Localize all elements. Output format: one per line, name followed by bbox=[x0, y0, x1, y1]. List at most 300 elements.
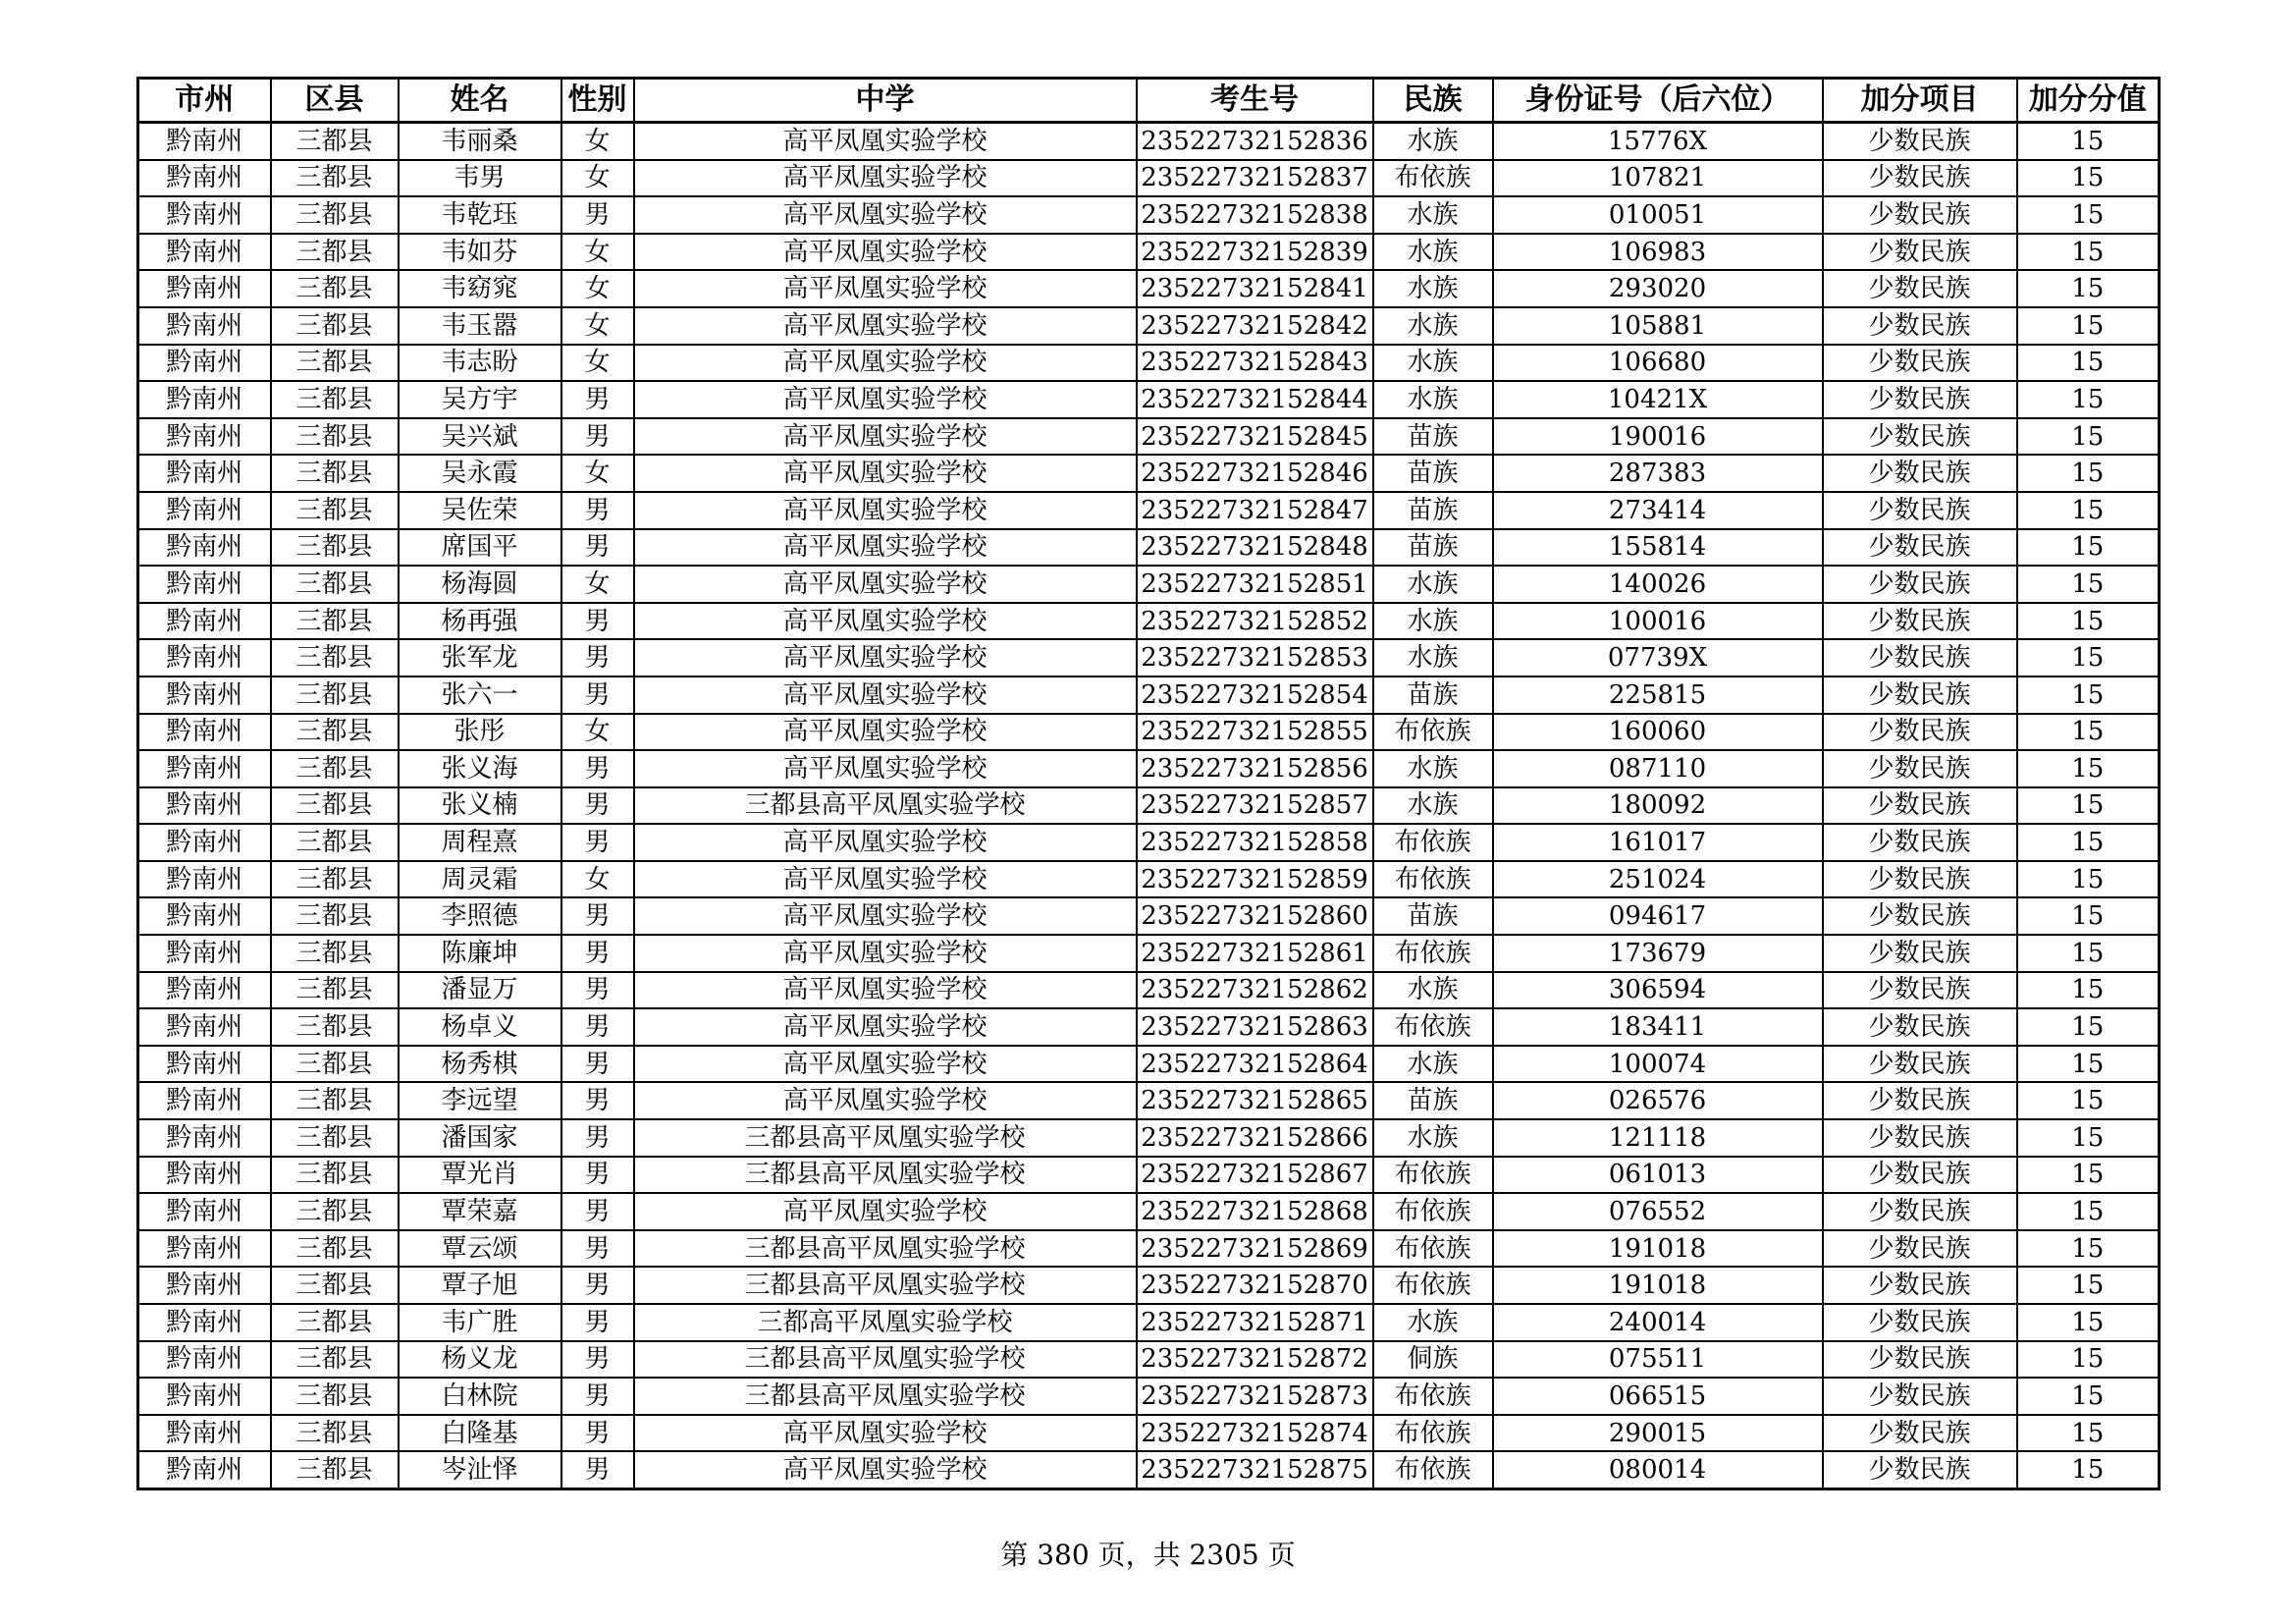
cell-name: 周程熹 bbox=[399, 824, 561, 861]
cell-id-last-six: 100016 bbox=[1493, 603, 1823, 640]
cell-name: 潘国家 bbox=[399, 1119, 561, 1157]
cell-school: 高平凤凰实验学校 bbox=[634, 381, 1137, 418]
cell-name: 韦志盼 bbox=[399, 345, 561, 382]
cell-bonus-points: 15 bbox=[2017, 1341, 2160, 1379]
cell-bonus-points: 15 bbox=[2017, 787, 2160, 825]
cell-school: 高平凤凰实验学校 bbox=[634, 1008, 1137, 1046]
cell-school: 高平凤凰实验学校 bbox=[634, 639, 1137, 677]
cell-id-last-six: 183411 bbox=[1493, 1008, 1823, 1046]
cell-bonus-points: 15 bbox=[2017, 492, 2160, 529]
cell-ethnicity: 苗族 bbox=[1373, 677, 1493, 714]
cell-county: 三都县 bbox=[271, 897, 399, 935]
cell-county: 三都县 bbox=[271, 1046, 399, 1083]
cell-county: 三都县 bbox=[271, 1193, 399, 1230]
cell-exam-number: 23522732152872 bbox=[1137, 1341, 1373, 1379]
cell-city: 黔南州 bbox=[138, 935, 271, 972]
cell-county: 三都县 bbox=[271, 1415, 399, 1452]
cell-bonus-points: 15 bbox=[2017, 418, 2160, 456]
cell-gender: 男 bbox=[561, 1378, 634, 1415]
table-row bbox=[138, 972, 2160, 1009]
cell-exam-number: 23522732152855 bbox=[1137, 714, 1373, 751]
cell-school: 三都县高平凤凰实验学校 bbox=[634, 1119, 1137, 1157]
cell-id-last-six: 306594 bbox=[1493, 972, 1823, 1009]
cell-gender: 男 bbox=[561, 972, 634, 1009]
cell-county: 三都县 bbox=[271, 824, 399, 861]
cell-county: 三都县 bbox=[271, 160, 399, 197]
cell-gender: 男 bbox=[561, 897, 634, 935]
cell-school: 三都县高平凤凰实验学校 bbox=[634, 1378, 1137, 1415]
cell-bonus-points: 15 bbox=[2017, 1267, 2160, 1304]
cell-bonus-points: 15 bbox=[2017, 123, 2160, 160]
cell-ethnicity: 布依族 bbox=[1373, 1157, 1493, 1194]
table-row bbox=[138, 345, 2160, 382]
cell-city: 黔南州 bbox=[138, 418, 271, 456]
cell-bonus-points: 15 bbox=[2017, 1157, 2160, 1194]
cell-bonus-points: 15 bbox=[2017, 935, 2160, 972]
cell-county: 三都县 bbox=[271, 861, 399, 898]
cell-name: 覃子旭 bbox=[399, 1267, 561, 1304]
table-row bbox=[138, 714, 2160, 751]
cell-name: 杨义龙 bbox=[399, 1341, 561, 1379]
cell-ethnicity: 水族 bbox=[1373, 750, 1493, 787]
cell-city: 黔南州 bbox=[138, 714, 271, 751]
table-row bbox=[138, 1119, 2160, 1157]
cell-bonus-item: 少数民族 bbox=[1823, 123, 2017, 160]
cell-bonus-points: 15 bbox=[2017, 1230, 2160, 1268]
cell-gender: 男 bbox=[561, 492, 634, 529]
cell-county: 三都县 bbox=[271, 345, 399, 382]
table-row bbox=[138, 1230, 2160, 1268]
cell-bonus-item: 少数民族 bbox=[1823, 234, 2017, 271]
cell-ethnicity: 侗族 bbox=[1373, 1341, 1493, 1379]
cell-bonus-points: 15 bbox=[2017, 972, 2160, 1009]
cell-gender: 男 bbox=[561, 1451, 634, 1489]
cell-gender: 男 bbox=[561, 1230, 634, 1268]
data-table bbox=[136, 77, 2161, 1490]
cell-city: 黔南州 bbox=[138, 787, 271, 825]
cell-name: 覃云颂 bbox=[399, 1230, 561, 1268]
cell-id-last-six: 121118 bbox=[1493, 1119, 1823, 1157]
cell-bonus-item: 少数民族 bbox=[1823, 1267, 2017, 1304]
cell-city: 黔南州 bbox=[138, 160, 271, 197]
cell-id-last-six: 160060 bbox=[1493, 714, 1823, 751]
cell-gender: 男 bbox=[561, 381, 634, 418]
cell-bonus-points: 15 bbox=[2017, 345, 2160, 382]
cell-exam-number: 23522732152836 bbox=[1137, 123, 1373, 160]
cell-bonus-item: 少数民族 bbox=[1823, 345, 2017, 382]
cell-name: 杨再强 bbox=[399, 603, 561, 640]
cell-ethnicity: 水族 bbox=[1373, 1046, 1493, 1083]
cell-city: 黔南州 bbox=[138, 1341, 271, 1379]
cell-gender: 男 bbox=[561, 1046, 634, 1083]
cell-gender: 女 bbox=[561, 566, 634, 603]
cell-county: 三都县 bbox=[271, 418, 399, 456]
cell-gender: 男 bbox=[561, 1119, 634, 1157]
cell-ethnicity: 苗族 bbox=[1373, 492, 1493, 529]
table-row bbox=[138, 1157, 2160, 1194]
cell-name: 席国平 bbox=[399, 529, 561, 567]
cell-id-last-six: 140026 bbox=[1493, 566, 1823, 603]
cell-city: 黔南州 bbox=[138, 897, 271, 935]
table-row bbox=[138, 123, 2160, 160]
cell-id-last-six: 155814 bbox=[1493, 529, 1823, 567]
cell-ethnicity: 水族 bbox=[1373, 270, 1493, 307]
cell-id-last-six: 105881 bbox=[1493, 307, 1823, 345]
cell-exam-number: 23522732152868 bbox=[1137, 1193, 1373, 1230]
table-row bbox=[138, 1008, 2160, 1046]
cell-ethnicity: 水族 bbox=[1373, 566, 1493, 603]
cell-id-last-six: 190016 bbox=[1493, 418, 1823, 456]
cell-id-last-six: 191018 bbox=[1493, 1267, 1823, 1304]
cell-county: 三都县 bbox=[271, 307, 399, 345]
cell-bonus-points: 15 bbox=[2017, 714, 2160, 751]
cell-bonus-item: 少数民族 bbox=[1823, 1230, 2017, 1268]
cell-city: 黔南州 bbox=[138, 1451, 271, 1489]
cell-id-last-six: 026576 bbox=[1493, 1082, 1823, 1119]
cell-name: 潘显万 bbox=[399, 972, 561, 1009]
cell-bonus-points: 15 bbox=[2017, 897, 2160, 935]
cell-county: 三都县 bbox=[271, 1082, 399, 1119]
cell-ethnicity: 苗族 bbox=[1373, 418, 1493, 456]
cell-name: 杨秀棋 bbox=[399, 1046, 561, 1083]
cell-bonus-item: 少数民族 bbox=[1823, 492, 2017, 529]
cell-name: 韦玉嚣 bbox=[399, 307, 561, 345]
cell-ethnicity: 水族 bbox=[1373, 307, 1493, 345]
cell-name: 韦男 bbox=[399, 160, 561, 197]
cell-city: 黔南州 bbox=[138, 1267, 271, 1304]
cell-bonus-points: 15 bbox=[2017, 1304, 2160, 1341]
cell-ethnicity: 布依族 bbox=[1373, 1378, 1493, 1415]
cell-gender: 男 bbox=[561, 1267, 634, 1304]
cell-school: 高平凤凰实验学校 bbox=[634, 603, 1137, 640]
cell-exam-number: 23522732152875 bbox=[1137, 1451, 1373, 1489]
cell-exam-number: 23522732152862 bbox=[1137, 972, 1373, 1009]
cell-exam-number: 23522732152845 bbox=[1137, 418, 1373, 456]
cell-city: 黔南州 bbox=[138, 566, 271, 603]
cell-county: 三都县 bbox=[271, 1008, 399, 1046]
table-row bbox=[138, 270, 2160, 307]
cell-bonus-item: 少数民族 bbox=[1823, 1046, 2017, 1083]
cell-ethnicity: 布依族 bbox=[1373, 1267, 1493, 1304]
cell-id-last-six: 075511 bbox=[1493, 1341, 1823, 1379]
cell-exam-number: 23522732152846 bbox=[1137, 455, 1373, 492]
cell-bonus-item: 少数民族 bbox=[1823, 1082, 2017, 1119]
header-bonus-item: 加分项目 bbox=[1823, 79, 2017, 123]
cell-city: 黔南州 bbox=[138, 1230, 271, 1268]
cell-city: 黔南州 bbox=[138, 750, 271, 787]
cell-school: 高平凤凰实验学校 bbox=[634, 455, 1137, 492]
cell-id-last-six: 273414 bbox=[1493, 492, 1823, 529]
cell-exam-number: 23522732152842 bbox=[1137, 307, 1373, 345]
cell-name: 李远望 bbox=[399, 1082, 561, 1119]
cell-exam-number: 23522732152870 bbox=[1137, 1267, 1373, 1304]
cell-exam-number: 23522732152864 bbox=[1137, 1046, 1373, 1083]
cell-school: 高平凤凰实验学校 bbox=[634, 1451, 1137, 1489]
cell-ethnicity: 苗族 bbox=[1373, 455, 1493, 492]
cell-name: 韦丽桑 bbox=[399, 123, 561, 160]
cell-city: 黔南州 bbox=[138, 307, 271, 345]
cell-bonus-item: 少数民族 bbox=[1823, 861, 2017, 898]
cell-gender: 女 bbox=[561, 307, 634, 345]
cell-county: 三都县 bbox=[271, 455, 399, 492]
cell-county: 三都县 bbox=[271, 1157, 399, 1194]
cell-school: 高平凤凰实验学校 bbox=[634, 196, 1137, 234]
table-row bbox=[138, 1451, 2160, 1489]
cell-bonus-item: 少数民族 bbox=[1823, 1157, 2017, 1194]
cell-ethnicity: 水族 bbox=[1373, 787, 1493, 825]
cell-exam-number: 23522732152838 bbox=[1137, 196, 1373, 234]
cell-name: 韦如芬 bbox=[399, 234, 561, 271]
cell-name: 张义楠 bbox=[399, 787, 561, 825]
cell-school: 高平凤凰实验学校 bbox=[634, 345, 1137, 382]
header-ethnicity: 民族 bbox=[1373, 79, 1493, 123]
cell-school: 三都县高平凤凰实验学校 bbox=[634, 1157, 1137, 1194]
cell-city: 黔南州 bbox=[138, 1415, 271, 1452]
table-header-row bbox=[138, 79, 2160, 123]
cell-school: 高平凤凰实验学校 bbox=[634, 234, 1137, 271]
cell-gender: 男 bbox=[561, 824, 634, 861]
cell-exam-number: 23522732152871 bbox=[1137, 1304, 1373, 1341]
cell-school: 高平凤凰实验学校 bbox=[634, 418, 1137, 456]
cell-county: 三都县 bbox=[271, 1267, 399, 1304]
cell-name: 张彤 bbox=[399, 714, 561, 751]
cell-bonus-item: 少数民族 bbox=[1823, 455, 2017, 492]
header-id-last-six: 身份证号（后六位） bbox=[1493, 79, 1823, 123]
cell-name: 周灵霜 bbox=[399, 861, 561, 898]
cell-bonus-item: 少数民族 bbox=[1823, 196, 2017, 234]
cell-name: 覃荣嘉 bbox=[399, 1193, 561, 1230]
cell-school: 三都高平凤凰实验学校 bbox=[634, 1304, 1137, 1341]
cell-exam-number: 23522732152865 bbox=[1137, 1082, 1373, 1119]
cell-school: 高平凤凰实验学校 bbox=[634, 1193, 1137, 1230]
cell-county: 三都县 bbox=[271, 677, 399, 714]
cell-city: 黔南州 bbox=[138, 603, 271, 640]
cell-id-last-six: 15776X bbox=[1493, 123, 1823, 160]
cell-school: 高平凤凰实验学校 bbox=[634, 824, 1137, 861]
cell-bonus-points: 15 bbox=[2017, 1119, 2160, 1157]
cell-city: 黔南州 bbox=[138, 1008, 271, 1046]
cell-bonus-points: 15 bbox=[2017, 1193, 2160, 1230]
cell-city: 黔南州 bbox=[138, 1378, 271, 1415]
cell-bonus-item: 少数民族 bbox=[1823, 160, 2017, 197]
cell-school: 高平凤凰实验学校 bbox=[634, 529, 1137, 567]
cell-name: 吴佐荣 bbox=[399, 492, 561, 529]
cell-ethnicity: 水族 bbox=[1373, 603, 1493, 640]
table-row bbox=[138, 1082, 2160, 1119]
cell-city: 黔南州 bbox=[138, 1082, 271, 1119]
cell-id-last-six: 10421X bbox=[1493, 381, 1823, 418]
cell-bonus-item: 少数民族 bbox=[1823, 1304, 2017, 1341]
cell-bonus-item: 少数民族 bbox=[1823, 307, 2017, 345]
cell-ethnicity: 水族 bbox=[1373, 972, 1493, 1009]
cell-county: 三都县 bbox=[271, 750, 399, 787]
cell-gender: 男 bbox=[561, 603, 634, 640]
cell-id-last-six: 290015 bbox=[1493, 1415, 1823, 1452]
cell-gender: 女 bbox=[561, 455, 634, 492]
cell-bonus-item: 少数民族 bbox=[1823, 270, 2017, 307]
cell-exam-number: 23522732152844 bbox=[1137, 381, 1373, 418]
header-name: 姓名 bbox=[399, 79, 561, 123]
cell-exam-number: 23522732152851 bbox=[1137, 566, 1373, 603]
cell-school: 三都县高平凤凰实验学校 bbox=[634, 1341, 1137, 1379]
cell-bonus-points: 15 bbox=[2017, 1046, 2160, 1083]
table-row bbox=[138, 824, 2160, 861]
cell-exam-number: 23522732152869 bbox=[1137, 1230, 1373, 1268]
table-row bbox=[138, 1415, 2160, 1452]
cell-exam-number: 23522732152853 bbox=[1137, 639, 1373, 677]
cell-name: 张军龙 bbox=[399, 639, 561, 677]
cell-exam-number: 23522732152866 bbox=[1137, 1119, 1373, 1157]
cell-school: 三都县高平凤凰实验学校 bbox=[634, 1267, 1137, 1304]
cell-gender: 男 bbox=[561, 639, 634, 677]
cell-city: 黔南州 bbox=[138, 1046, 271, 1083]
cell-exam-number: 23522732152873 bbox=[1137, 1378, 1373, 1415]
cell-county: 三都县 bbox=[271, 714, 399, 751]
cell-id-last-six: 191018 bbox=[1493, 1230, 1823, 1268]
cell-gender: 女 bbox=[561, 234, 634, 271]
cell-school: 高平凤凰实验学校 bbox=[634, 714, 1137, 751]
cell-gender: 男 bbox=[561, 787, 634, 825]
cell-county: 三都县 bbox=[271, 639, 399, 677]
table-row bbox=[138, 639, 2160, 677]
table-row bbox=[138, 935, 2160, 972]
cell-school: 高平凤凰实验学校 bbox=[634, 566, 1137, 603]
cell-gender: 男 bbox=[561, 418, 634, 456]
cell-county: 三都县 bbox=[271, 972, 399, 1009]
cell-school: 高平凤凰实验学校 bbox=[634, 935, 1137, 972]
cell-city: 黔南州 bbox=[138, 529, 271, 567]
cell-name: 吴方宇 bbox=[399, 381, 561, 418]
cell-school: 高平凤凰实验学校 bbox=[634, 897, 1137, 935]
cell-ethnicity: 苗族 bbox=[1373, 1082, 1493, 1119]
cell-school: 高平凤凰实验学校 bbox=[634, 677, 1137, 714]
cell-bonus-item: 少数民族 bbox=[1823, 418, 2017, 456]
cell-exam-number: 23522732152859 bbox=[1137, 861, 1373, 898]
cell-bonus-item: 少数民族 bbox=[1823, 1378, 2017, 1415]
cell-city: 黔南州 bbox=[138, 972, 271, 1009]
table-row bbox=[138, 897, 2160, 935]
cell-school: 高平凤凰实验学校 bbox=[634, 160, 1137, 197]
cell-name: 吴永霞 bbox=[399, 455, 561, 492]
cell-exam-number: 23522732152848 bbox=[1137, 529, 1373, 567]
cell-exam-number: 23522732152852 bbox=[1137, 603, 1373, 640]
cell-bonus-item: 少数民族 bbox=[1823, 787, 2017, 825]
cell-id-last-six: 240014 bbox=[1493, 1304, 1823, 1341]
cell-bonus-points: 15 bbox=[2017, 566, 2160, 603]
cell-county: 三都县 bbox=[271, 787, 399, 825]
cell-county: 三都县 bbox=[271, 270, 399, 307]
cell-gender: 男 bbox=[561, 1082, 634, 1119]
cell-ethnicity: 水族 bbox=[1373, 381, 1493, 418]
cell-exam-number: 23522732152856 bbox=[1137, 750, 1373, 787]
cell-bonus-points: 15 bbox=[2017, 455, 2160, 492]
cell-county: 三都县 bbox=[271, 1230, 399, 1268]
cell-city: 黔南州 bbox=[138, 455, 271, 492]
cell-id-last-six: 076552 bbox=[1493, 1193, 1823, 1230]
cell-name: 吴兴斌 bbox=[399, 418, 561, 456]
cell-county: 三都县 bbox=[271, 1341, 399, 1379]
cell-bonus-points: 15 bbox=[2017, 677, 2160, 714]
cell-ethnicity: 布依族 bbox=[1373, 1451, 1493, 1489]
cell-city: 黔南州 bbox=[138, 824, 271, 861]
cell-school: 高平凤凰实验学校 bbox=[634, 972, 1137, 1009]
cell-id-last-six: 107821 bbox=[1493, 160, 1823, 197]
cell-gender: 男 bbox=[561, 1157, 634, 1194]
cell-bonus-points: 15 bbox=[2017, 1008, 2160, 1046]
cell-county: 三都县 bbox=[271, 603, 399, 640]
table-row bbox=[138, 307, 2160, 345]
cell-bonus-item: 少数民族 bbox=[1823, 677, 2017, 714]
cell-bonus-points: 15 bbox=[2017, 529, 2160, 567]
cell-gender: 男 bbox=[561, 1304, 634, 1341]
cell-name: 白林院 bbox=[399, 1378, 561, 1415]
cell-city: 黔南州 bbox=[138, 1304, 271, 1341]
cell-bonus-item: 少数民族 bbox=[1823, 935, 2017, 972]
cell-bonus-points: 15 bbox=[2017, 750, 2160, 787]
cell-gender: 男 bbox=[561, 196, 634, 234]
cell-exam-number: 23522732152860 bbox=[1137, 897, 1373, 935]
cell-ethnicity: 布依族 bbox=[1373, 935, 1493, 972]
cell-bonus-item: 少数民族 bbox=[1823, 603, 2017, 640]
cell-school: 高平凤凰实验学校 bbox=[634, 492, 1137, 529]
cell-county: 三都县 bbox=[271, 196, 399, 234]
table-row bbox=[138, 196, 2160, 234]
cell-gender: 女 bbox=[561, 714, 634, 751]
table-row bbox=[138, 1341, 2160, 1379]
cell-bonus-points: 15 bbox=[2017, 1415, 2160, 1452]
cell-bonus-points: 15 bbox=[2017, 603, 2160, 640]
cell-id-last-six: 106680 bbox=[1493, 345, 1823, 382]
cell-bonus-item: 少数民族 bbox=[1823, 824, 2017, 861]
cell-name: 韦乾珏 bbox=[399, 196, 561, 234]
cell-ethnicity: 布依族 bbox=[1373, 861, 1493, 898]
cell-ethnicity: 布依族 bbox=[1373, 1230, 1493, 1268]
cell-city: 黔南州 bbox=[138, 1119, 271, 1157]
table-row bbox=[138, 1046, 2160, 1083]
cell-name: 张六一 bbox=[399, 677, 561, 714]
table-row bbox=[138, 1193, 2160, 1230]
table-row bbox=[138, 455, 2160, 492]
cell-bonus-item: 少数民族 bbox=[1823, 1193, 2017, 1230]
table-row bbox=[138, 1267, 2160, 1304]
cell-school: 高平凤凰实验学校 bbox=[634, 1415, 1137, 1452]
cell-bonus-item: 少数民族 bbox=[1823, 1341, 2017, 1379]
cell-ethnicity: 布依族 bbox=[1373, 160, 1493, 197]
cell-ethnicity: 布依族 bbox=[1373, 824, 1493, 861]
cell-ethnicity: 水族 bbox=[1373, 639, 1493, 677]
cell-exam-number: 23522732152857 bbox=[1137, 787, 1373, 825]
cell-bonus-item: 少数民族 bbox=[1823, 714, 2017, 751]
table-row bbox=[138, 234, 2160, 271]
cell-gender: 女 bbox=[561, 861, 634, 898]
cell-city: 黔南州 bbox=[138, 234, 271, 271]
cell-gender: 男 bbox=[561, 1341, 634, 1379]
cell-exam-number: 23522732152841 bbox=[1137, 270, 1373, 307]
cell-bonus-points: 15 bbox=[2017, 861, 2160, 898]
cell-gender: 男 bbox=[561, 529, 634, 567]
cell-city: 黔南州 bbox=[138, 345, 271, 382]
cell-id-last-six: 066515 bbox=[1493, 1378, 1823, 1415]
cell-school: 高平凤凰实验学校 bbox=[634, 270, 1137, 307]
cell-id-last-six: 173679 bbox=[1493, 935, 1823, 972]
cell-county: 三都县 bbox=[271, 935, 399, 972]
cell-gender: 男 bbox=[561, 1193, 634, 1230]
cell-ethnicity: 水族 bbox=[1373, 196, 1493, 234]
header-city: 市州 bbox=[138, 79, 271, 123]
cell-county: 三都县 bbox=[271, 234, 399, 271]
cell-gender: 男 bbox=[561, 935, 634, 972]
cell-county: 三都县 bbox=[271, 492, 399, 529]
